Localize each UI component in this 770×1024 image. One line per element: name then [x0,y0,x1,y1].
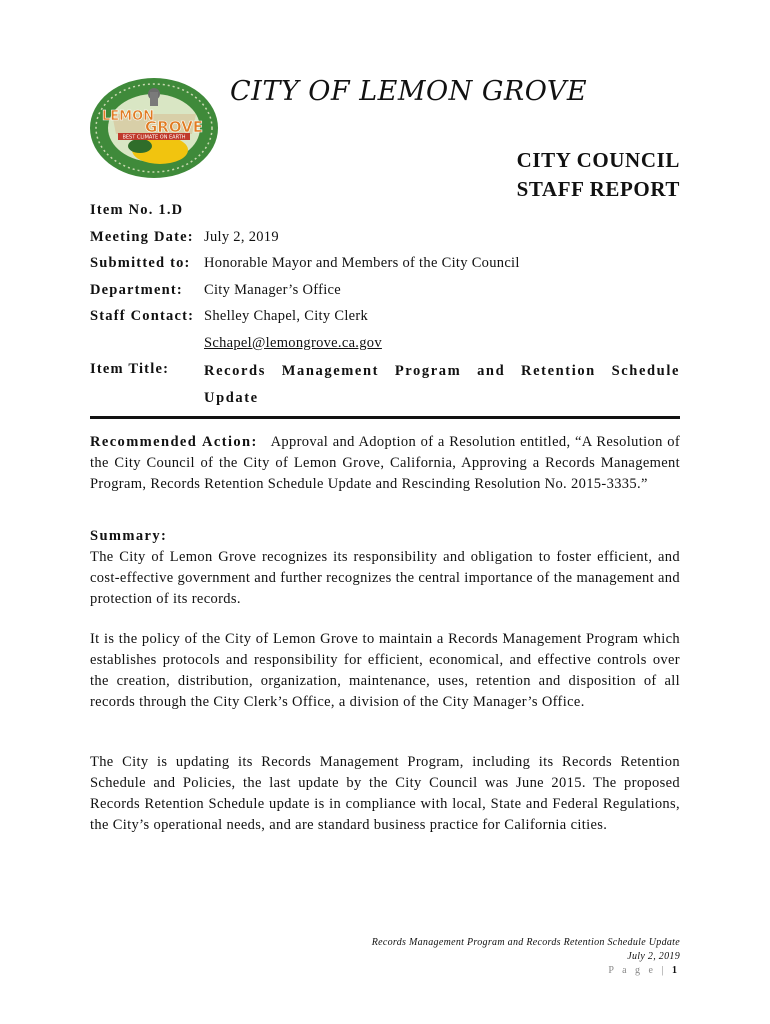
page-label: P a g e | [608,965,667,976]
summary-paragraph-3: The City is updating its Records Management Program, including its Records Retention Schedule and Policies, the last update by the City Council was June 2015. The proposed Records Retention Schedule update is in compliance with local, State and Federal Regulations, the City’s operational needs, and are standard business practice for California cities. [90,754,680,833]
footer-title: Records Management Program and Records Retention Schedule Update [371,937,680,948]
city-seal-logo [88,76,220,180]
logo-banner-text: BEST CLIMATE ON EARTH [122,134,186,141]
department-value: City Manager’s Office [204,281,342,298]
report-heading-line1: CITY COUNCIL [516,148,680,172]
section-divider [90,416,680,419]
department-label: Department: [90,281,183,298]
recommended-action [90,432,680,495]
item-title-label: Item Title: [90,361,170,377]
item-title-value: Records Management Program and Retention Schedule Update [204,363,680,406]
meeting-date-label: Meeting Date: [90,228,194,245]
staff-contact-label: Staff Contact: [90,308,195,324]
summary-label: Summary: [90,528,168,544]
page-number-value: 1 [672,965,680,976]
report-meta [90,199,680,412]
footer-date: July 2, 2019 [627,951,680,962]
submitted-to-value: Honorable Mayor and Members of the City Council [204,255,520,271]
recommended-action-text: Approval and Adoption of a Resolution entitled, “A Resolution of the City Council of the City of Lemon Grove, California, Approving a Records Management Program, Records Retention Schedule Update and Rescinding Resolution No. 2015-3335.” [90,434,681,492]
city-title: CITY OF LEMON GROVE [230,76,588,107]
summary-section [90,526,680,610]
staff-contact-value: Shelley Chapel, City Clerk [204,308,369,324]
report-heading-line2: STAFF REPORT [516,177,680,201]
staff-email-link[interactable]: Schapel@lemongrove.ca.gov [204,334,382,351]
submitted-to-label: Submitted to: [90,255,191,271]
summary-paragraph-2: It is the policy of the City of Lemon Grove to maintain a Records Management Program which establishes protocols and responsibility for efficient, economical, and effective controls over the creation, distribution, organization, maintenance, uses, retention and disposition of all records through the City Clerk’s Office, a division of the City Manager’s Office. [90,631,680,710]
page-number [372,964,680,978]
item-number: Item No. 1.D [90,202,184,218]
logo-text-grove: GROVE [144,118,204,136]
page-footer [372,936,680,978]
summary-paragraph-1: The City of Lemon Grove recognizes its responsibility and obligation to foster efficient, and cost-effective government and further recognizes the central importance of the management and protection of its records. [90,549,680,607]
logo-text-lemon: LEMON [101,109,155,124]
recommended-action-label: Recommended Action: [90,434,258,450]
meeting-date-value: July 2, 2019 [204,228,279,245]
report-heading [517,146,680,204]
